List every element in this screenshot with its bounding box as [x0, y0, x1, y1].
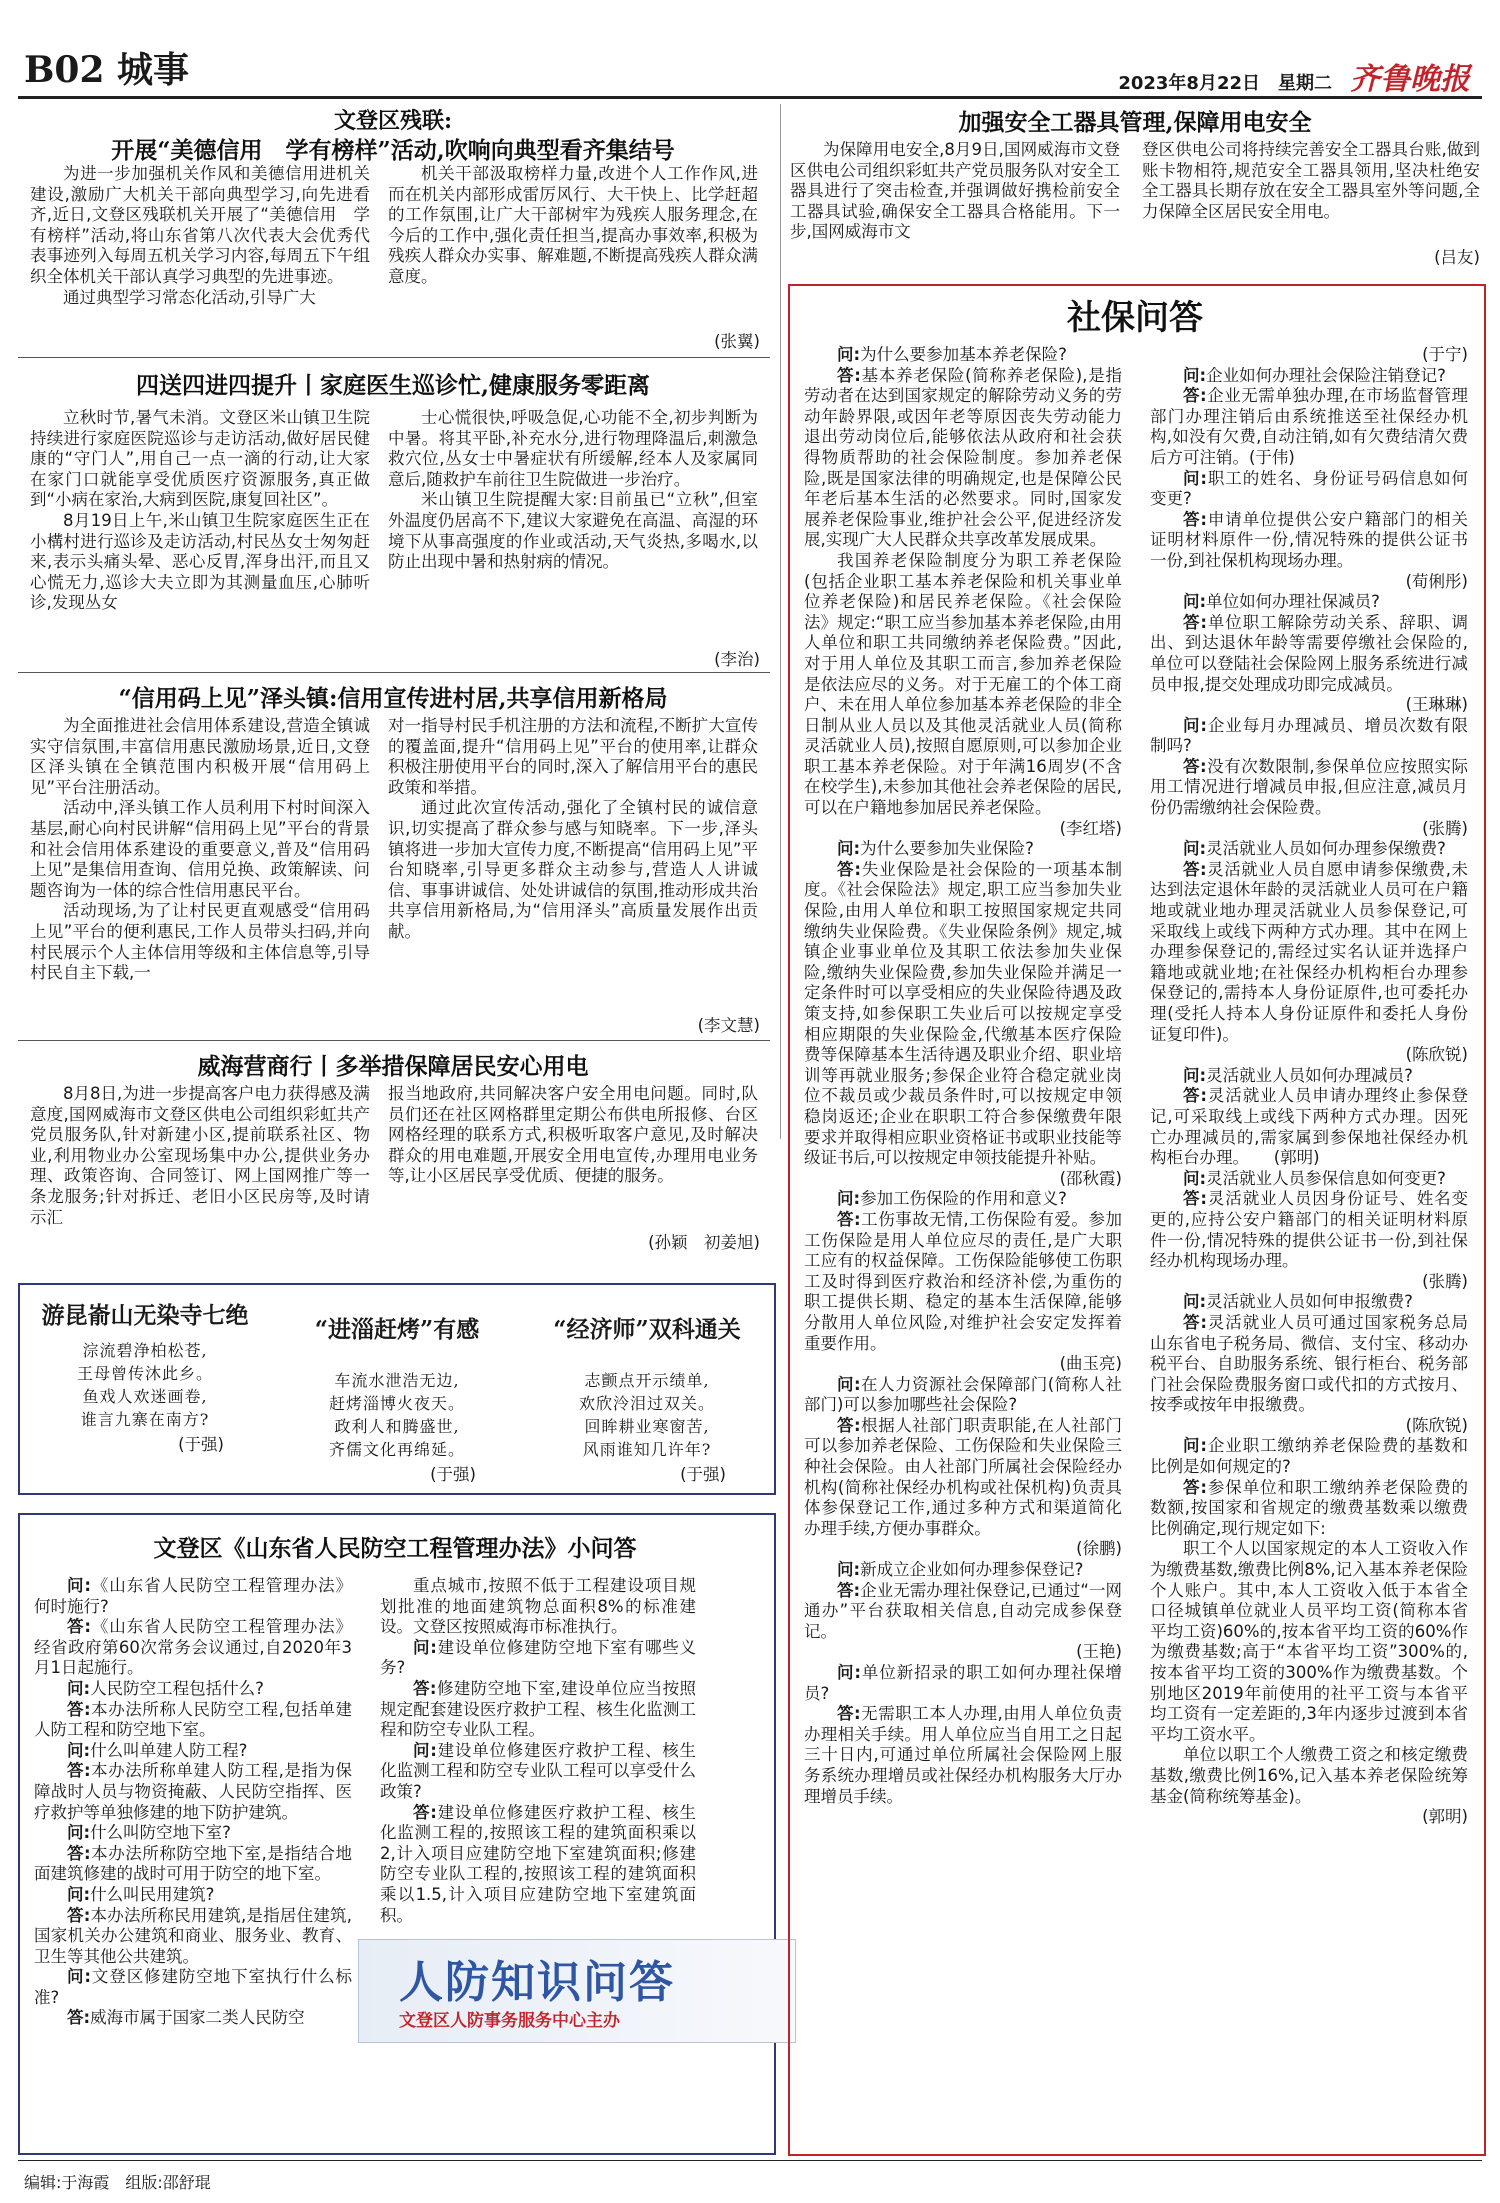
answer-label: 答:	[1183, 756, 1207, 776]
question-label: 问:	[1183, 1168, 1207, 1188]
qa-paragraph	[804, 1663, 1122, 1704]
qa-paragraph	[380, 1803, 696, 1927]
qa-paragraph	[1150, 1189, 1468, 1271]
qa-text: 建设单位修建医疗救护工程、核生化监测工程的,按照该工程的建筑面积乘以2,计入项目应建防空地下室建筑面积;修建防空专业队工程的,按照该工程的建筑面积乘以1.5,计入项目应建防空地下室建筑面积。	[380, 1802, 696, 1925]
article4-col1	[30, 1084, 370, 1248]
civil-defense-banner	[358, 1939, 796, 2043]
answer-label: 答:	[67, 1617, 91, 1637]
qa-paragraph	[1150, 613, 1468, 695]
question-label: 问:	[1183, 468, 1207, 488]
article1-author: (张翼)	[714, 332, 760, 351]
qa-text: (李红塔)	[1059, 818, 1122, 838]
question-label: 问:	[1183, 592, 1207, 612]
qa-paragraph	[1150, 469, 1468, 510]
paragraph: 登区供电公司将持续完善安全工器具台账,做到账卡物相符,规范安全工器具领用,坚决杜绝安全工器具长期存放在安全工器具室外等问题,全力保障全区居民安全用电。	[1142, 140, 1480, 221]
article6-title: 加强安全工器具管理,保障用电安全	[958, 109, 1312, 136]
article2-title: 四送四进四提升丨家庭医生巡诊忙,健康服务零距离	[135, 372, 650, 399]
article4-col2	[388, 1084, 758, 1228]
answer-label: 答:	[837, 1704, 861, 1724]
qa-paragraph	[1150, 1066, 1468, 1087]
question-label: 问:	[67, 1740, 91, 1760]
qa-text: (郭明)	[1422, 1807, 1468, 1827]
qa-text: 灵活就业人员自愿申请参保缴费,未达到法定退休年龄的灵活就业人员可在户籍地或就业地办理灵活就业人员参保登记,可采取线上或线下两种方式办理。其中在网上办理参保登记的,需经过实名认证并选择户籍地或就业地;在社保经办机构柜台办理参保登记的,需持本人身份证原件,也可委托办理(受托人持本人身份证原件和委托人身份证复印件)。	[1150, 859, 1468, 1044]
poem-title: 游昆嵛山无染寺七绝	[41, 1302, 249, 1329]
qa-text: 企业如何办理社会保险注销登记?	[1206, 365, 1446, 385]
shebao-col2	[1150, 345, 1468, 2145]
qa-text: 无需职工本人办理,由用人单位负责办理相关手续。用人单位应当自用工之日起三十日内,可通过单位所属社会保险网上服务系统办理增员或社保经办机构服务大厅办理增员手续。	[804, 1704, 1122, 1806]
qa-paragraph	[1150, 366, 1468, 387]
qa-text: 文登区修建防空地下室执行什么标准?	[34, 1967, 352, 2007]
answer-label: 答:	[413, 1678, 437, 1698]
qa-paragraph	[1150, 386, 1468, 468]
qa-paragraph	[1150, 1478, 1468, 1540]
qa-text: (陈欣锐)	[1405, 1045, 1468, 1065]
qa-text: 什么叫单建人防工程?	[90, 1740, 248, 1760]
paragraph: 米山镇卫生院提醒大家:目前虽已“立秋”,但室外温度仍居高不下,建议大家避免在高温、高湿的环境下从事高强度的作业或活动,天气炎热,多喝水,以防止出现中暑和热射病的情况。	[388, 490, 758, 572]
qa-text: (王琳琳)	[1405, 695, 1468, 715]
qa-paragraph	[34, 1844, 352, 1885]
question-label: 问:	[837, 1663, 861, 1682]
qa-text: 《山东省人民防空工程管理办法》经省政府第60次常务会议通过,自2020年3月1日起施行。	[34, 1617, 352, 1678]
article1-col2	[388, 164, 758, 324]
qa-text: (张腾)	[1422, 818, 1468, 838]
paragraph: 报当地政府,共同解决客户安全用电问题。同时,队员们还在社区网格群里定期公布供电所报修、台区网格经理的联系方式,积极听取客户意见,及时解决群众的用电难题,开展安全用电宣传,办理用电业务等,让小区居民享受优质、便捷的服务。	[388, 1084, 758, 1186]
paragraph: 立秋时节,暑气未消。文登区米山镇卫生院持续进行家庭医院巡诊与走访活动,做好居民健康的“守门人”,用自己一点一滴的行动,让大家在家门口就能享受优质医疗资源服务,真正做到“小病在家治,大病到医院,康复回社区”。	[30, 408, 370, 510]
qa-text: 灵活就业人员参保信息如何变更?	[1206, 1168, 1446, 1188]
answer-label: 答:	[837, 365, 861, 385]
qa-text: 灵活就业人员如何申报缴费?	[1206, 1292, 1413, 1312]
article6-col1	[790, 140, 1120, 264]
header-meta	[1118, 54, 1470, 98]
footer-rule	[18, 2160, 1482, 2161]
qa-paragraph	[1150, 860, 1468, 1045]
qa-text: 工伤事故无情,工伤保险有爱。参加工伤保险是用人单位应尽的责任,是广大职工应有的权益保障。工伤保险能够使工伤职工及时得到医疗救治和经济补偿,为重伤的职工提供长期、稳定的基本生活保障,能够分散用人单位风险,对维护社会安定发挥着重要作用。	[804, 1209, 1122, 1353]
qa-text: 基本养老保险(简称养老保险),是指劳动者在达到国家规定的解除劳动义务的劳动年龄界限,或因年老等原因丧失劳动能力退出劳动岗位后,能够依法从政府和社会获得物质帮助的社会保险制度。参加养老保险,既是国家法律的明确规定,也是保障公民年老后基本生活的必然要求。同时,国家发展养老保险事业,维护社会公平,促进经济发展,实现广大人民群众共享改革发展成果。	[804, 365, 1122, 550]
qa-text: 在人力资源社会保障部门(简称人社部门)可以参加哪些社会保险?	[804, 1374, 1122, 1415]
poem-line: 志颤点开示绩单,	[584, 1371, 710, 1390]
question-label: 问:	[837, 1189, 861, 1209]
article4-author: (孙颖 初姜旭)	[648, 1233, 760, 1252]
poem-line: 欢欣泠泪过双关。	[578, 1394, 715, 1413]
qa-author	[804, 1642, 1122, 1663]
qa-text: 建设单位修建医疗救护工程、核生化监测工程和防空专业队工程可以享受什么政策?	[380, 1740, 696, 1801]
qa-text: 灵活就业人员申请办理终止参保登记,可采取线上或线下两种方式办理。因死亡办理减员的,需家属到参保地社保经办机构柜台办理。 (郭明)	[1150, 1086, 1468, 1168]
qa-author	[804, 1539, 1122, 1560]
qa-paragraph	[34, 1885, 352, 1906]
answer-label: 答:	[413, 1802, 437, 1822]
qa-text: 企业每月办理减员、增员次数有限制吗?	[1150, 715, 1468, 756]
article2-col1	[30, 408, 370, 666]
answer-label: 答:	[837, 1415, 861, 1435]
question-label: 问:	[67, 1967, 91, 1987]
qa-text: 职工的姓名、身份证号码信息如何变更?	[1150, 468, 1468, 509]
qa-author	[1150, 1045, 1468, 1066]
article6-author: (吕友)	[1434, 248, 1480, 267]
qa-paragraph	[34, 1617, 352, 1679]
paragraph: 通过此次宣传活动,强化了全镇村民的诚信意识,切实提高了群众参与感与知晓率。下一步,泽头镇将进一步加大宣传力度,不断提高“信用码上见”平台知晓率,引导更多群众主动参与,营造人人讲诚信、事事讲诚信、处处讲诚信的氛围,推动形成共治共享信用新格局,为“信用泽头”高质量发展作出贡献。	[388, 798, 758, 941]
poem-title: “经济师”双科通关	[553, 1316, 741, 1343]
paragraph: 为进一步加强机关作风和美德信用进机关建设,激励广大机关干部向典型学习,向先进看齐,近日,文登区残联机关开展了“美德信用 学有榜样”活动,将山东省第八次代表大会优秀代表事迹列入每周五机关学习内容,每周五下午组织全体机关干部认真学习典型的先进事迹。	[30, 164, 370, 286]
poem-author: (于强)	[178, 1435, 224, 1454]
banner-title: 人防知识问答	[399, 1957, 675, 2008]
qa-author	[1150, 695, 1468, 716]
question-label: 问:	[1183, 715, 1207, 735]
article2-col2	[388, 408, 758, 646]
article6-col2	[1142, 140, 1480, 244]
qa-paragraph	[804, 1210, 1122, 1354]
answer-label: 答:	[67, 1761, 91, 1781]
qa-paragraph	[804, 345, 1122, 366]
qa-author	[1150, 1416, 1468, 1437]
qa-text: (陈欣锐)	[1405, 1415, 1468, 1435]
qa-paragraph	[804, 1416, 1122, 1540]
qa-text: 重点城市,按照不低于工程建设项目规划批准的地面建筑物总面积8%的标准建设。文登区按照威海市标准执行。	[380, 1576, 696, 1637]
issue-date: 2023年8月22日	[1118, 73, 1260, 94]
qa-author	[804, 1169, 1122, 1190]
article2-author: (李治)	[714, 650, 760, 669]
article3-author: (李文慧)	[697, 1016, 760, 1035]
qa-author	[1150, 572, 1468, 593]
qa-text: 申请单位提供公安户籍部门的相关证明材料原件一份,情况特殊的提供公证书一份,到社保机构现场办理。	[1150, 509, 1468, 570]
qa-paragraph	[1150, 1313, 1468, 1416]
question-label: 问:	[837, 1374, 861, 1394]
poem-author: (于强)	[680, 1465, 726, 1484]
qa-text: 本办法所称民用建筑,是指居住建筑,国家机关办公建筑和商业、服务业、教育、卫生等其他公共建筑。	[34, 1905, 352, 1966]
column-divider	[780, 104, 781, 1139]
answer-label: 答:	[1183, 1189, 1207, 1209]
qa-paragraph	[1150, 1436, 1468, 1477]
qa-paragraph	[34, 1967, 352, 2008]
paragraph: 士心慌很快,呼吸急促,心功能不全,初步判断为中暑。将其平卧,补充水分,进行物理降温后,刺激急救穴位,丛女士中暑症状有所缓解,经本人及家属同意后,随救护车前往卫生院做进一步治疗。	[388, 408, 758, 489]
article5-col1	[34, 1576, 352, 2146]
qa-paragraph	[34, 1761, 352, 1823]
qa-text: 为什么要参加基本养老保险?	[860, 345, 1067, 364]
issue-weekday: 星期二	[1278, 73, 1332, 94]
article3-col2	[388, 716, 758, 1014]
qa-text: 没有次数限制,参保单位应按照实际用工情况进行增减员申报,但应注意,减员月份仍需缴纳社会保险费。	[1150, 756, 1468, 818]
paragraph: 8月19日上午,米山镇卫生院家庭医生正在小構村进行巡诊及走访活动,村民丛女士匆匆赶来,表示头痛头晕、恶心反胃,浑身出汗,而且又心慌无力,巡诊大夫立即为其测量血压,心肺听诊,发现丛女	[30, 510, 370, 613]
qa-text: 单位新招录的职工如何办理社保增员?	[804, 1663, 1122, 1703]
question-label: 问:	[1183, 1436, 1207, 1456]
question-label: 问:	[1183, 365, 1207, 385]
answer-label: 答:	[1183, 1312, 1207, 1332]
qa-text: 本办法所称单建人防工程,是指为保障战时人员与物资掩蔽、人民防空指挥、医疗救护等单独修建的地下防护建筑。	[34, 1761, 352, 1822]
qa-text: 灵活就业人员因身份证号、姓名变更的,应持公安户籍部门的相关证明材料原件一份,情况特殊的提供公证书一份,到社保经办机构现场办理。	[1150, 1189, 1468, 1271]
qa-paragraph	[380, 1638, 696, 1679]
qa-text: 灵活就业人员如何办理参保缴费?	[1206, 839, 1446, 859]
header-rule	[18, 96, 1482, 99]
qa-text: 建设单位修建防空地下室有哪些义务?	[380, 1637, 696, 1678]
answer-label: 答:	[1183, 1086, 1207, 1106]
qa-paragraph	[34, 1741, 352, 1762]
question-label: 问:	[67, 1884, 91, 1904]
qa-text: 职工个人以国家规定的本人工资收入作为缴费基数,缴费比例8%,记入基本养老保险个人账户。其中,本人工资收入低于本省全口径城镇单位就业人员平均工资(简称本省平均工资)60%的,按本省平均工资的60%作为缴费基数;高于“本省平均工资”300%的,按本省平均工资的300%作为缴费基数。个别地区2019年前使用的社平工资与本省平均工资有一定差距的,3年内逐步过渡到本省平均工资水平。	[1150, 1539, 1468, 1744]
qa-paragraph	[1150, 592, 1468, 613]
qa-paragraph	[804, 1560, 1122, 1581]
qa-author	[804, 1354, 1122, 1375]
paragraph: 通过典型学习常态化活动,引导广大	[63, 287, 316, 307]
qa-text: 失业保险是社会保险的一项基本制度。《社会保险法》规定,职工应当参加失业保险,由用人单位和职工按照国家规定共同缴纳失业保险费。《失业保险条例》规定,城镇企业事业单位及其职工依法参加失业保险,缴纳失业保险费,参加失业保险并满足一定条件时可以享受相应的失业保险待遇及政策支持,如参保职工失业后可以按规定享受相应期限的失业保险金,代缴基本医疗保险费等保障基本生活待遇及职业介绍、职业培训等再就业服务;参保企业符合稳定就业岗位不裁员或少裁员条件时,可以按规定申领稳岗返还;企业在职职工符合参保缴费年限要求并取得相应职业资格证书或职业技能等级证书后,可以按规定申领技能提升补贴。	[804, 859, 1122, 1168]
page-section-id: B02 城事	[24, 49, 190, 91]
qa-text: 什么叫民用建筑?	[90, 1884, 215, 1904]
poem-line: 鱼戏人欢迷画卷,	[82, 1387, 208, 1406]
answer-label: 答:	[837, 859, 861, 879]
poem-line: 赶烤淄博火夜天。	[328, 1394, 465, 1413]
paragraph: 为保障用电安全,8月9日,国网威海市文登区供电公司组织彩虹共产党员服务队对安全工器具进行了突击检查,并强调做好携检前安全工器具试验,确保安全工器具合格能用。下一步,国网威海市文	[790, 140, 1120, 242]
qa-author	[1150, 1272, 1468, 1293]
qa-paragraph	[1150, 1745, 1468, 1807]
qa-paragraph	[34, 1679, 352, 1700]
article1-kicker: 文登区残联:	[333, 108, 453, 134]
question-label: 问:	[837, 1560, 861, 1580]
poem-line: 车流水泄浩无边,	[334, 1371, 460, 1390]
qa-text: 企业职工缴纳养老保险费的基数和比例是如何规定的?	[1150, 1436, 1468, 1477]
answer-label: 答:	[1183, 612, 1207, 632]
qa-paragraph	[1150, 839, 1468, 860]
poem-author: (于强)	[430, 1465, 476, 1484]
qa-text: 参加工伤保险的作用和意义?	[860, 1189, 1067, 1209]
qa-text: 为什么要参加失业保险?	[860, 839, 1034, 859]
qa-text: (邵秋霞)	[1059, 1168, 1122, 1188]
qa-paragraph	[1150, 1086, 1468, 1168]
qa-text: 修建防空地下室,建设单位应当按照规定配套建设医疗救护工程、核生化监测工程和防空专业队工程。	[380, 1678, 696, 1740]
qa-text: 单位以职工个人缴费工资之和核定缴费基数,缴费比例16%,记入基本养老保险统筹基金(简称统筹基金)。	[1150, 1745, 1468, 1806]
poem-line: 政利人和腾盛世,	[334, 1417, 460, 1436]
qa-author	[1150, 819, 1468, 840]
poem-line: 风雨谁知几许年?	[582, 1440, 712, 1459]
answer-label: 答:	[67, 2008, 91, 2028]
question-label: 问:	[837, 839, 861, 859]
qa-paragraph	[1150, 757, 1468, 819]
qa-paragraph	[804, 1375, 1122, 1416]
poem-title: “进淄赶烤”有感	[314, 1316, 480, 1343]
answer-label: 答:	[67, 1699, 91, 1719]
article3-title: “信用码上见”泽头镇:信用宣传进村居,共享信用新格局	[118, 685, 668, 712]
question-label: 问:	[1183, 839, 1207, 859]
poem-2	[278, 1315, 516, 1485]
qa-paragraph	[34, 1823, 352, 1844]
poem-3	[528, 1315, 766, 1485]
qa-text: 新成立企业如何办理参保登记?	[860, 1560, 1084, 1580]
article3-col1	[30, 716, 370, 1030]
qa-text: (徐鹏)	[1076, 1539, 1122, 1559]
article5-col2	[380, 1576, 696, 1932]
question-label: 问:	[1183, 1292, 1207, 1312]
article1-title: 开展“美德信用 学有榜样”活动,吹响向典型看齐集结号	[111, 137, 675, 164]
article1-col1	[30, 164, 370, 356]
qa-text: 什么叫防空地下室?	[90, 1823, 231, 1843]
answer-label: 答:	[837, 1580, 861, 1600]
paragraph: 活动中,泽头镇工作人员利用下村时间深入基层,耐心向村民讲解“信用码上见”平台的背景和社会信用体系建设的重要意义,普及“信用码上见”是集信用查询、信用兑换、政策解读、问题咨询为一体的综合性信用惠民平台。	[30, 798, 370, 900]
poem-line: 王母曾传沐此乡。	[76, 1364, 213, 1383]
question-label: 问:	[413, 1637, 437, 1657]
qa-text: (荀俐彤)	[1405, 571, 1468, 591]
qa-text: 灵活就业人员可通过国家税务总局山东省电子税务局、微信、支付宝、移动办税平台、自助服务系统、银行柜台、税务部门社会保险费服务窗口或代扣的方式按月、按季或按年申报缴费。	[1150, 1312, 1468, 1415]
section-rule	[18, 357, 770, 358]
question-label: 问:	[837, 345, 861, 364]
question-label: 问:	[67, 1678, 91, 1698]
poem-line: 淙流碧浄柏松苍,	[82, 1341, 208, 1360]
poem-line: 谁言九寨在南方?	[80, 1410, 210, 1429]
qa-paragraph	[34, 1906, 352, 1968]
answer-label: 答:	[67, 1905, 91, 1925]
qa-text: 企业无需单独办理,在市场监督管理部门办理注销后由系统推送至社保经办机构,如没有欠费,自动注销,如有欠费结清欠费后方可注销。(于伟)	[1150, 386, 1468, 467]
qa-text: 参保单位和职工缴纳养老保险费的数额,按国家和省规定的缴费基数乘以缴费比例确定,现行规定如下:	[1150, 1477, 1468, 1538]
section-rule	[18, 672, 770, 673]
article4-title: 威海营商行丨多举措保障居民安心用电	[197, 1053, 589, 1080]
footer-credits: 编辑:于海霞 组版:邵舒琨	[24, 2173, 211, 2192]
qa-paragraph	[380, 1576, 696, 1638]
masthead-logo: 齐鲁晚报	[1350, 62, 1470, 97]
qa-text: 根据人社部门职责职能,在人社部门可以参加养老保险、工伤保险和失业保险三种社会保险。由人社部门所属社会保险经办机构(简称社保经办机构或社保机构)负责具体参保登记工作,通过多种方式和渠道简化办理手续,方便办事群众。	[804, 1415, 1122, 1538]
question-label: 问:	[1183, 1065, 1207, 1085]
qa-paragraph	[1150, 1539, 1468, 1745]
qa-paragraph	[804, 366, 1122, 551]
question-label: 问:	[67, 1823, 91, 1843]
poem-line: 齐儒文化再绵延。	[328, 1440, 465, 1459]
paragraph: 活动现场,为了让村民更直观感受“信用码上见”平台的便利惠民,工作人员带头扫码,并向村民展示个人主体信用等级和主体信息等,引导村民自主下载,一	[30, 901, 370, 983]
qa-paragraph	[804, 551, 1122, 819]
answer-label: 答:	[1183, 386, 1207, 406]
paragraph: 机关干部汲取榜样力量,改进个人工作作风,进而在机关内部形成雷厉风行、大干快上、比学赶超的工作氛围,让广大干部树牢为残疾人服务理念,在今后的工作中,强化责任担当,提高办事效率,积极为残疾人群众办实事、解难题,不断提高残疾人群众满意度。	[388, 164, 758, 286]
qa-paragraph	[34, 2008, 352, 2029]
article5-title: 文登区《山东省人民防空工程管理办法》小问答	[153, 1535, 637, 1562]
qa-paragraph	[1150, 510, 1468, 572]
poem-1	[26, 1301, 264, 1455]
qa-text: 我国养老保险制度分为职工养老保险(包括企业职工基本养老保险和机关事业单位养老保险)和居民养老保险。《社会保险法》规定:“职工应当参加基本养老保险,由用人单位和职工共同缴纳养老保险费。”因此,对于用人单位及其职工而言,参加养老保险是依法应尽的义务。对于无雇工的个体工商户、未在用人单位参加基本养老保险的非全日制从业人员以及其他灵活就业人员(简称灵活就业人员),按照自愿原则,可以参加企业职工基本养老保险。对于年满16周岁(不含在校学生),未参加其他社会养老保险的居民,可以在户籍地参加居民养老保险。	[804, 550, 1122, 818]
qa-paragraph	[34, 1576, 352, 1617]
qa-text: 单位职工解除劳动关系、辞职、调出、到达退休年龄等需要停缴社会保险的,单位可以登陆社会保险网上服务系统进行减员申报,提交处理成功即完成减员。	[1150, 612, 1468, 694]
answer-label: 答:	[1183, 1477, 1207, 1497]
qa-paragraph	[1150, 716, 1468, 757]
qa-paragraph	[804, 839, 1122, 860]
qa-text: (王艳)	[1076, 1642, 1122, 1662]
qa-text: 单位如何办理社保减员?	[1206, 592, 1380, 612]
shebao-title: 社保问答	[1067, 298, 1203, 338]
qa-text: 人民防空工程包括什么?	[90, 1678, 264, 1698]
paragraph: 对一指导村民手机注册的方法和流程,不断扩大宣传的覆盖面,提升“信用码上见”平台的使用率,让群众积极注册使用平台的同时,深入了解信用平台的惠民政策和举措。	[388, 716, 758, 797]
answer-label: 答:	[837, 1209, 861, 1229]
qa-paragraph	[804, 1189, 1122, 1210]
qa-paragraph	[804, 1704, 1122, 1807]
qa-paragraph	[1150, 1292, 1468, 1313]
poems-box	[18, 1283, 776, 1495]
qa-paragraph	[804, 860, 1122, 1169]
qa-text: 《山东省人民防空工程管理办法》何时施行?	[34, 1576, 352, 1616]
qa-author	[1150, 345, 1468, 366]
qa-text: (曲玉亮)	[1059, 1354, 1122, 1374]
question-label: 问:	[67, 1576, 91, 1595]
banner-subtitle: 文登区人防事务服务中心主办	[399, 2011, 620, 2031]
question-label: 问:	[413, 1740, 437, 1760]
qa-author	[1150, 1807, 1468, 1828]
qa-text: 灵活就业人员如何办理减员?	[1206, 1065, 1413, 1085]
answer-label: 答:	[67, 1843, 91, 1863]
paragraph: 8月8日,为进一步提高客户电力获得感及满意度,国网威海市文登区供电公司组织彩虹共产党员服务队,针对新建小区,提前联系社区、物业,利用物业办公室现场集中办公,提供业务办理、政策咨询、合同签订、网上国网推广等一条龙服务;针对拆迁、老旧小区民房等,及时请示汇	[30, 1084, 370, 1227]
poem-line: 回眸耕业寒窗苦,	[584, 1417, 710, 1436]
paragraph: 为全面推进社会信用体系建设,营造全镇诚实守信氛围,丰富信用惠民激励场景,近日,文登区泽头镇在全镇范围内积极开展“信用码上见”平台注册活动。	[30, 716, 370, 797]
answer-label: 答:	[1183, 859, 1207, 879]
qa-paragraph	[804, 1581, 1122, 1643]
qa-text: 本办法所称防空地下室,是指结合地面建筑修建的战时可用于防空的地下室。	[34, 1843, 352, 1884]
qa-text: (张腾)	[1422, 1271, 1468, 1291]
answer-label: 答:	[1183, 509, 1207, 529]
section-rule	[18, 1040, 770, 1041]
qa-author	[804, 819, 1122, 840]
qa-paragraph	[1150, 1169, 1468, 1190]
shebao-col1	[804, 345, 1122, 2145]
qa-text: 本办法所称人民防空工程,包括单建人防工程和防空地下室。	[34, 1699, 352, 1740]
qa-paragraph	[380, 1741, 696, 1803]
qa-paragraph	[380, 1679, 696, 1741]
qa-paragraph	[34, 1700, 352, 1741]
qa-text: 威海市属于国家二类人民防空	[90, 2008, 305, 2028]
qa-text: 企业无需办理社保登记,已通过“一网通办”平台获取相关信息,自动完成参保登记。	[804, 1580, 1122, 1641]
qa-text: (于宁)	[1422, 345, 1468, 364]
